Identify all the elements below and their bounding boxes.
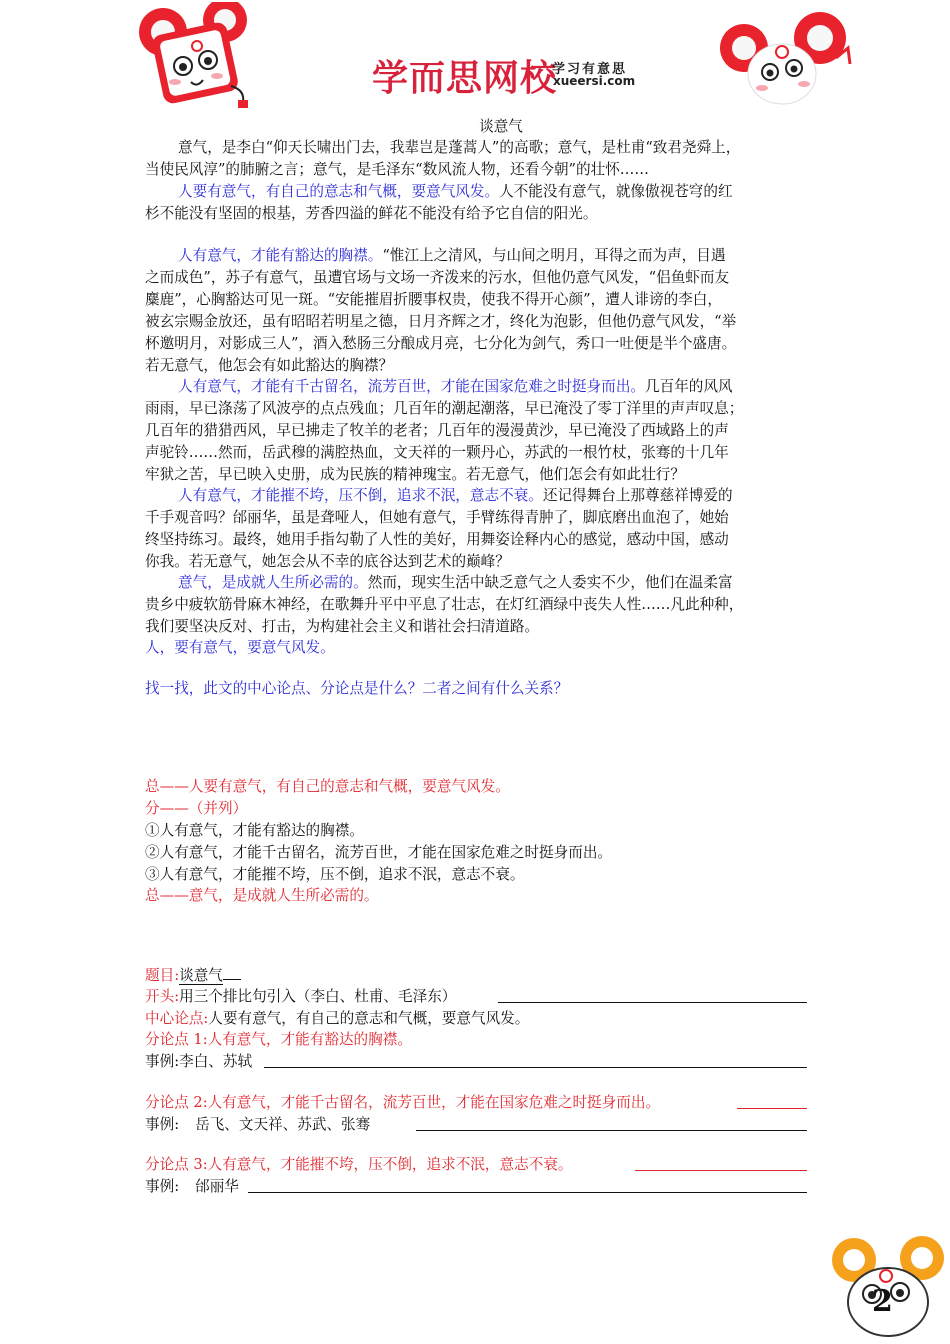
sub-point-3: 人有意气，才能摧不垮，压不倒，追求不泯，意志不衰。 <box>178 487 543 504</box>
example-3-label: 事例: <box>145 1178 180 1195</box>
outline-item-3: ③人有意气，才能摧不垮，压不倒，追求不泯，意志不衰。 <box>145 866 525 883</box>
worksheet-example-2-row <box>145 1114 807 1136</box>
page-number: 2 <box>872 1284 893 1319</box>
worksheet-title-row <box>145 964 807 987</box>
worksheet-opening-row <box>145 986 807 1008</box>
paragraph-6-line-2: 贵乡中疲软筋骨麻木神经，在歌舞升平中平息了壮志，在灯红酒绿中丧失人性……凡此种种， <box>145 596 744 613</box>
paragraph-4-line-2: 雨雨，早已涤荡了风波亭的点点残血；几百年的潮起潮落，早已淹没了零丁洋里的声声叹息； <box>145 400 744 417</box>
brand-tagline: 学习有意思 <box>552 62 628 77</box>
paragraph-4-line-5: 牢狱之苦，早已映入史册，成为民族的精神瑰宝。若无意气，他们怎会有如此壮行？ <box>145 466 685 483</box>
worksheet-point-1: 分论点 1:人有意气，才能有豁达的胸襟。 <box>145 1031 412 1048</box>
worksheet-point-3: 分论点 3:人有意气，才能摧不垮，压不倒，追求不泯，意志不衰。 <box>145 1156 573 1173</box>
paragraph-3-line-2: 之而成色”，苏子有意气，虽遭官场与文场一齐泼来的污水，但他仍意气风发，“侣鱼虾而友 <box>145 269 730 286</box>
conclusion-point: 意气，是成就人生所必需的。 <box>178 574 368 591</box>
article-title: 谈意气 <box>479 118 523 135</box>
paragraph-2-line-1 <box>178 181 808 203</box>
example-2-answer-line <box>416 1130 807 1131</box>
paragraph-4-text: 几百年的风风 <box>645 378 733 395</box>
paragraph-5-text: 还记得舞台上那尊慈祥博爱的 <box>542 487 733 504</box>
worksheet-point-2: 分论点 2:人有意气，才能千古留名，流芳百世，才能在国家危难之时挺身而出。 <box>145 1094 661 1111</box>
paragraph-5-line-2: 千手观音吗？邰丽华，虽是聋哑人，但她有意气，手臂练得青肿了，脚底磨出血泡了，她始 <box>145 509 729 526</box>
example-2-value: 岳飞、文天祥、苏武、张骞 <box>195 1116 371 1133</box>
paragraph-3-line-3: 麋鹿”，心胸豁达可见一斑。“安能摧眉折腰事权贵，使我不得开心颜”，遭人诽谤的李白， <box>145 291 722 308</box>
paragraph-3-line-6: 若无意气，他怎会有如此豁达的胸襟？ <box>145 357 394 374</box>
paragraph-6-line-3: 我们要坚决反对、打击，为构建社会主义和谐社会扫清道路。 <box>145 618 540 635</box>
example-1-value: 李白、苏轼 <box>179 1053 253 1070</box>
title-blank <box>223 964 241 980</box>
example-3-answer-line <box>248 1192 807 1193</box>
sub-point-2: 人有意气，才能有千古留名，流芳百世，才能在国家危难之时挺身而出。 <box>178 378 646 395</box>
paragraph-3-line-4: 被玄宗赐金放还，虽有昭昭若明星之德，日月齐辉之才，终化为泡影，但他仍意气风发，“举 <box>145 313 737 330</box>
example-1-answer-line <box>264 1067 807 1068</box>
paragraph-3-line-5: 杯邀明月，对影成三人”，酒入愁肠三分酿成月亮，七分化为剑气，秀口一吐便是半个盛唐。 <box>145 335 737 352</box>
outline-item-2: ②人有意气，才能千古留名，流芳百世，才能在国家危难之时挺身而出。 <box>145 844 613 861</box>
point-2-answer-line <box>737 1108 807 1109</box>
paragraph-3-text: “惟江上之清风，与山间之明月，耳得之而为声，目遇 <box>382 247 726 264</box>
example-3-value: 邰丽华 <box>195 1178 239 1195</box>
worksheet-title-label: 题目: <box>145 967 180 984</box>
mascot-right-icon <box>716 8 856 113</box>
opening-answer-line <box>498 1002 807 1003</box>
brand-url: xueersi.com <box>553 74 636 88</box>
outline-total-2: 总——意气，是成就人生所必需的。 <box>145 887 379 904</box>
paragraph-1-line-1: 意气，是李白“仰天长啸出门去，我辈岂是蓬蒿人”的高歌；意气，是杜甫“致君尧舜上， <box>178 139 741 156</box>
worksheet-opening-label: 开头: <box>145 988 180 1005</box>
paragraph-5-line-1 <box>178 485 808 507</box>
paragraph-4-line-3: 几百年的猎猎西风，早已拂走了牧羊的老者；几百年的漫漫黄沙，早已淹没了西域路上的声 <box>145 422 729 439</box>
worksheet-thesis-row <box>145 1008 807 1030</box>
example-1-label: 事例: <box>145 1053 180 1070</box>
worksheet-opening-value: 用三个排比句引入（李白、杜甫、毛泽东） <box>179 988 457 1005</box>
thesis-statement: 人要有意气，有自己的意志和气概，要意气风发。 <box>178 183 500 200</box>
paragraph-5-line-4: 你我。若无意气，她怎会从不幸的底谷达到艺术的巅峰？ <box>145 553 510 570</box>
paragraph-4-line-4: 声驼铃……然而，岳武穆的满腔热血，文天祥的一颗丹心，苏武的一根竹杖，张骞的十几年 <box>145 444 729 461</box>
paragraph-2-line-2: 杉不能没有坚固的根基，芳香四溢的鲜花不能没有给予它自信的阳光。 <box>145 205 598 222</box>
outline-branch: 分——（并列） <box>145 800 248 817</box>
outline-total-1: 总——人要有意气，有自己的意志和气概，要意气风发。 <box>145 778 510 795</box>
paragraph-2-text: 人不能没有意气，就像傲视苍穹的红 <box>499 183 733 200</box>
worksheet-example-1-row <box>145 1051 807 1073</box>
question: 找一找，此文的中心论点、分论点是什么？二者之间有什么关系？ <box>145 680 569 697</box>
sub-point-1: 人有意气，才能有豁达的胸襟。 <box>178 247 383 264</box>
header <box>0 0 950 110</box>
outline-item-1: ①人有意气，才能有豁达的胸襟。 <box>145 822 364 839</box>
worksheet-example-3-row <box>145 1176 807 1198</box>
worksheet-thesis-label: 中心论点: <box>145 1010 209 1027</box>
paragraph-6-text: 然而，现实生活中缺乏意气之人委实不少，他们在温柔富 <box>367 574 733 591</box>
paragraph-5-line-3: 终坚持练习。最终，她用手指勾勒了人性的美好，用舞姿诠释内心的感觉，感动中国，感动 <box>145 531 729 548</box>
point-3-answer-line <box>635 1170 807 1171</box>
example-2-label: 事例: <box>145 1116 180 1133</box>
brand-logo-text: 学而思网校 <box>372 58 558 99</box>
paragraph-1-line-2: 当使民风淳”的肺腑之言；意气，是毛泽东“数风流人物，还看今朝”的壮怀…… <box>145 161 649 178</box>
paragraph-3-line-1 <box>178 245 808 267</box>
mascot-left-icon <box>135 2 260 112</box>
worksheet-title-value: 谈意气 <box>179 967 223 984</box>
paragraph-4-line-1 <box>178 376 808 398</box>
worksheet-thesis-value: 人要有意气，有自己的意志和气概，要意气风发。 <box>208 1010 530 1027</box>
closing-line: 人，要有意气，要意气风发。 <box>145 639 335 656</box>
paragraph-6-line-1 <box>178 572 808 594</box>
